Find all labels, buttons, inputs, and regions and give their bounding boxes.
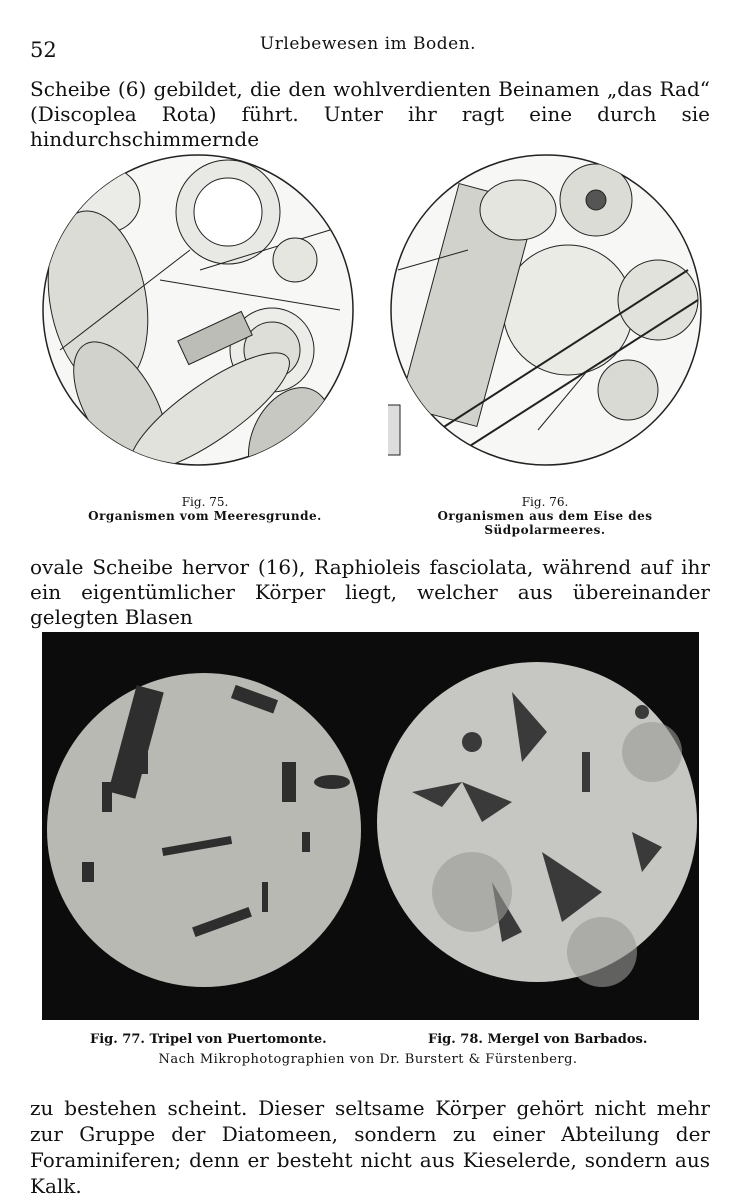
figure-77-caption: Fig. 77. Tripel von Puertomonte. <box>90 1032 327 1047</box>
paragraph-2: ovale Scheibe hervor (16), Raphioleis fasciolata, während auf ihr ein eigentümlicher Körper liegt, welcher aus übereinander gelegten Blasen <box>30 555 710 629</box>
photo-credit: Nach Mikrophotographien von Dr. Burstert & Fürstenberg. <box>158 1052 578 1067</box>
paragraph-3: zu bestehen scheint. Dieser seltsame Körper gehört nicht mehr zur Gruppe der Diatomeen, sondern zu einer Abteilung der Foraminiferen; denn er besteht nicht aus Kieselerde, sondern aus Kalk. <box>30 1096 710 1198</box>
photomicrograph-panel <box>42 632 699 1020</box>
figure-78-caption: Fig. 78. Mergel von Barbados. <box>428 1032 648 1047</box>
page-number: 52 <box>30 38 57 62</box>
figure-76-illustration <box>388 150 706 472</box>
figure-76-number: Fig. 76. <box>521 495 569 509</box>
figure-75-caption: Organismen vom Meeresgrunde. <box>88 509 322 523</box>
figure-75-number: Fig. 75. <box>181 495 229 509</box>
figure-75-illustration <box>40 150 358 472</box>
paragraph-1: Scheibe (6) gebildet, die den wohlverdienten Beinamen „das Rad“ (Discoplea Rota) führt. Unter ihr ragt eine durch sie hindurchschimmernde <box>30 77 710 151</box>
running-title: Urlebewesen im Boden. <box>259 34 477 54</box>
photomicrographs <box>42 632 699 1020</box>
figure-76-caption: Organismen aus dem Eise des Südpolarmeeres. <box>437 509 653 537</box>
